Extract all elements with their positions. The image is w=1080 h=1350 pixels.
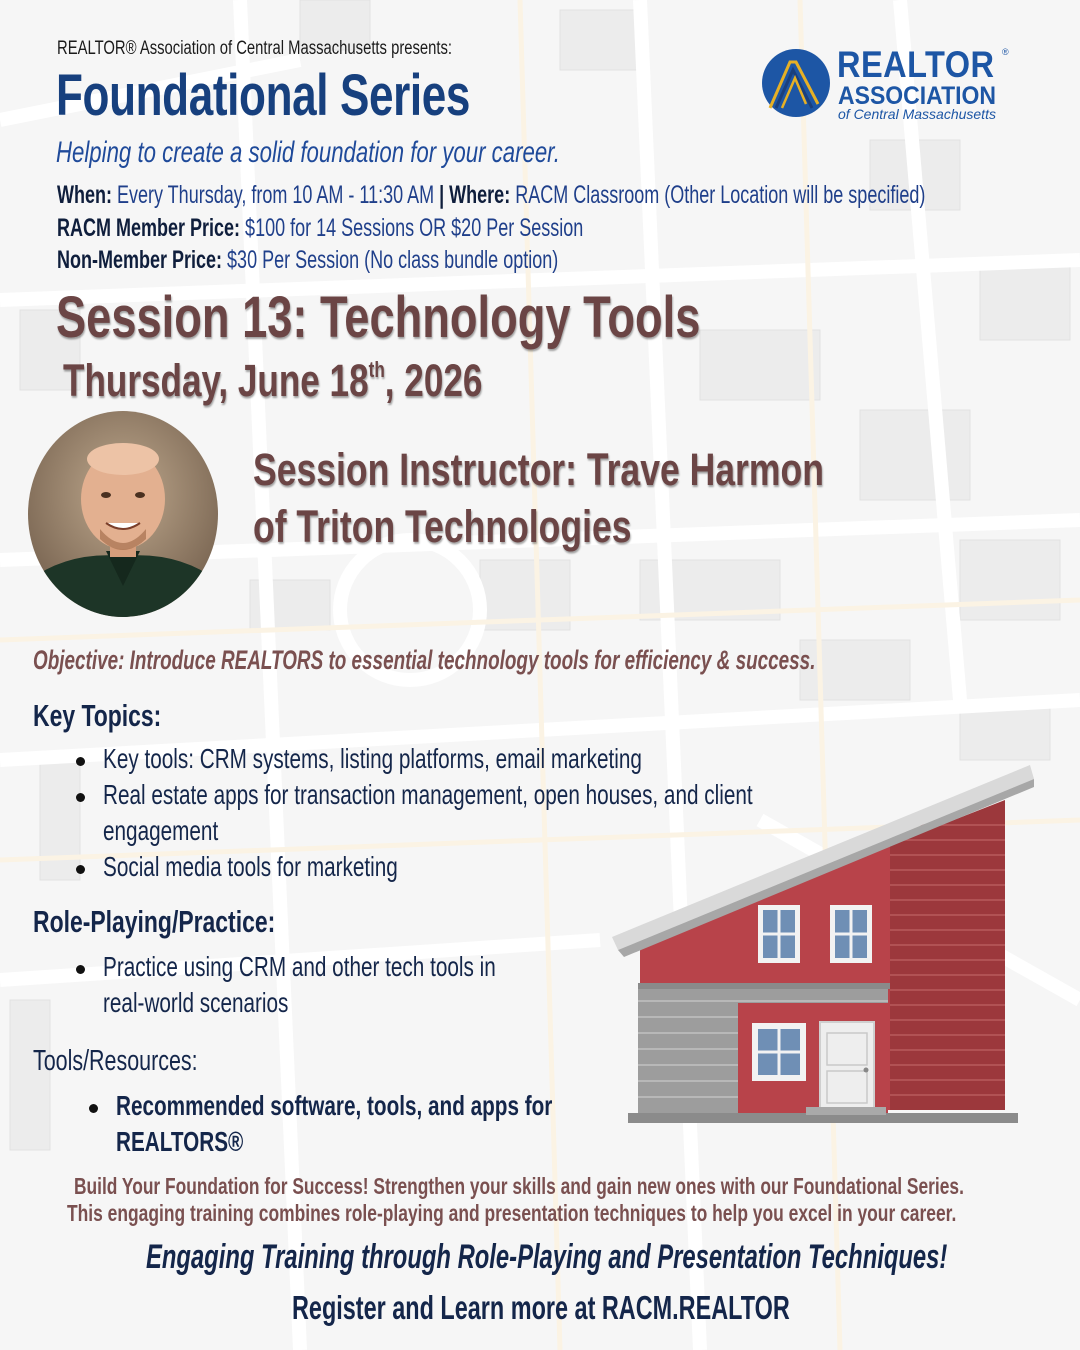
role-playing-heading: Role-Playing/Practice:: [33, 904, 276, 939]
bullet-dot: [76, 757, 85, 766]
logo-text-realtor: REALTOR: [837, 44, 995, 85]
session-title: Session 13: Technology Tools: [56, 285, 701, 350]
realtor-association-logo-icon: [760, 48, 834, 118]
house-illustration-icon: [610, 765, 1040, 1130]
where-label: Where:: [449, 181, 511, 209]
key-topic-item: Social media tools for marketing: [103, 851, 398, 882]
member-price-value: $100 for 14 Sessions OR $20 Per Session: [245, 214, 584, 242]
member-price-label: RACM Member Price:: [57, 214, 241, 242]
role-playing-item: Practice using CRM and other tech tools in: [103, 951, 496, 982]
tools-resources-heading: Tools/Resources:: [33, 1045, 198, 1077]
key-topics-heading: Key Topics:: [33, 698, 162, 733]
session-date-prefix: Thursday, June 18: [63, 355, 369, 406]
role-playing-item-continuation: real-world scenarios: [103, 987, 289, 1018]
footer-line-2: This engaging training combines role-playing and presentation techniques to help you excel in your career.: [67, 1200, 957, 1226]
key-topic-item-continuation: engagement: [103, 815, 219, 846]
logo-registered-mark: ®: [1002, 47, 1009, 57]
where-value: RACM Classroom (Other Location will be specified): [515, 181, 926, 209]
instructor-photo: [28, 411, 218, 617]
nonmember-price-label: Non-Member Price:: [57, 246, 223, 274]
presenter-line: REALTOR® Association of Central Massachusetts presents:: [57, 38, 453, 59]
bullet-dot: [76, 793, 85, 802]
session-date-year: , 2026: [384, 355, 483, 406]
session-date-suffix: th: [368, 357, 385, 382]
key-topic-item: Key tools: CRM systems, listing platforms, email marketing: [103, 743, 642, 774]
instructor-company: of Triton Technologies: [253, 501, 632, 552]
footer-line-1: Build Your Foundation for Success! Strengthen your skills and gain new ones with our Foundational Series.: [74, 1173, 964, 1199]
series-title: Foundational Series: [56, 63, 471, 128]
series-tagline: Helping to create a solid foundation for your career.: [56, 136, 560, 169]
separator: |: [439, 181, 445, 209]
bullet-dot: [76, 865, 85, 874]
nonmember-price-line: [57, 246, 558, 275]
instructor-portrait-icon: [28, 411, 218, 617]
when-label: When:: [57, 181, 112, 209]
session-date: [63, 355, 482, 407]
logo-text-region: of Central Massachusetts: [838, 106, 996, 122]
tools-item-continuation: REALTORS®: [116, 1126, 244, 1157]
nonmember-price-value: $30 Per Session (No class bundle option): [227, 246, 559, 274]
instructor-name: Session Instructor: Trave Harmon: [253, 444, 824, 495]
objective-text: Objective: Introduce REALTORS to essential technology tools for efficiency & success.: [33, 645, 816, 675]
bullet-dot: [76, 965, 85, 974]
logo-text-association: ASSOCIATION: [838, 82, 997, 110]
tools-item: Recommended software, tools, and apps for: [116, 1090, 553, 1121]
register-link[interactable]: Register and Learn more at RACM.REALTOR: [292, 1289, 790, 1326]
when-where-line: [57, 181, 925, 210]
member-price-line: [57, 214, 583, 243]
bullet-dot: [89, 1104, 98, 1113]
engaging-training-tagline: Engaging Training through Role-Playing and Presentation Techniques!: [146, 1238, 948, 1276]
when-value: Every Thursday, from 10 AM - 11:30 AM: [116, 181, 435, 209]
key-topic-item: Real estate apps for transaction management, open houses, and client: [103, 779, 753, 810]
